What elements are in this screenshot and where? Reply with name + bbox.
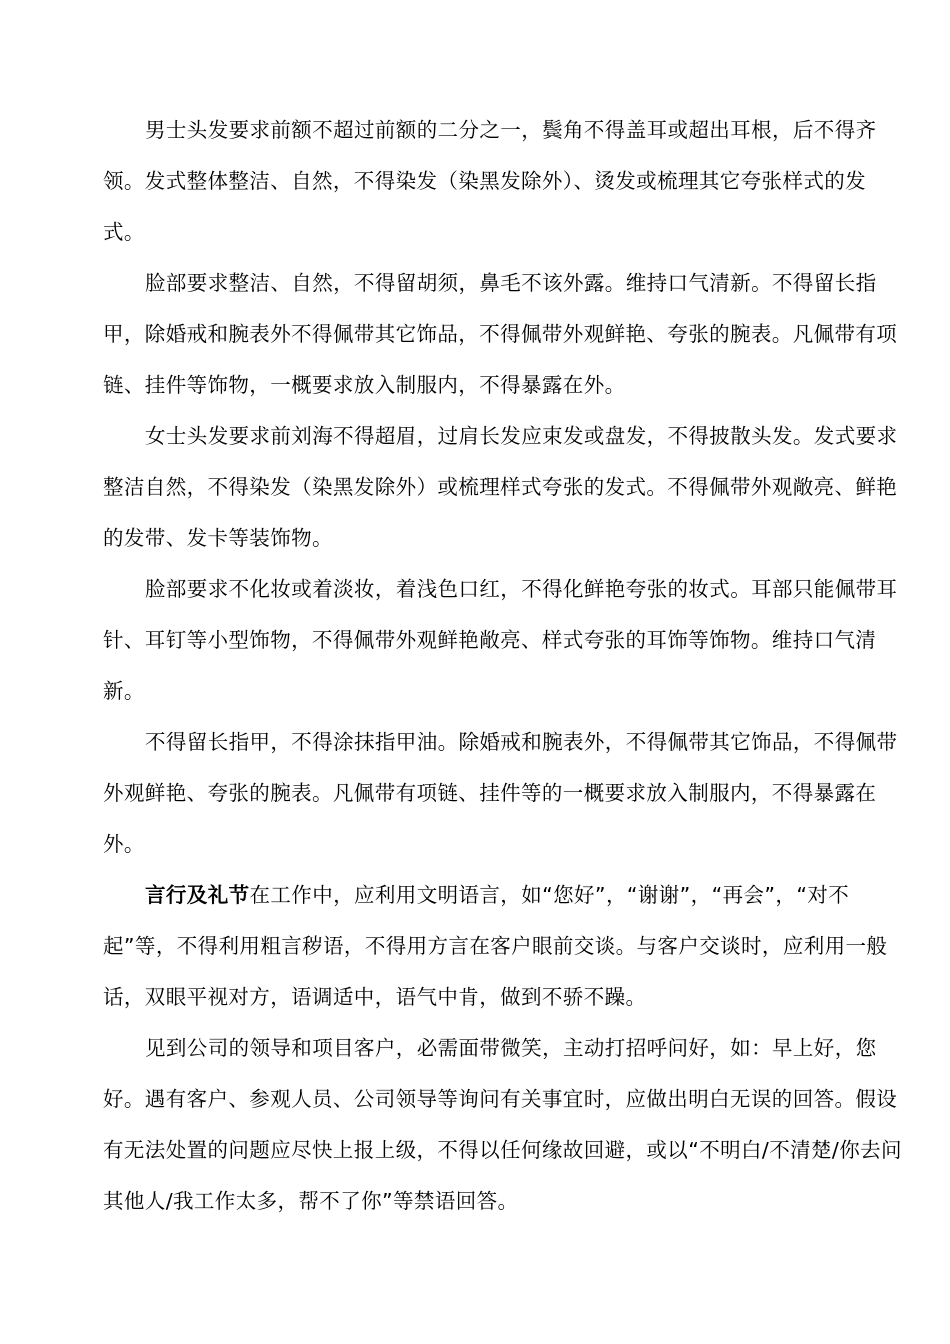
section-lead-heading: 言行及礼节 bbox=[145, 883, 250, 907]
paragraph-female-hair bbox=[103, 411, 903, 564]
paragraph-female-face bbox=[103, 564, 903, 717]
paragraph-nails bbox=[103, 717, 903, 870]
document-page bbox=[103, 105, 903, 1227]
paragraph-text: 在工作中，应利用文明语言，如“您好”，“谢谢”，“再会”，“对不起”等，不得利用粗言秽语，不得用方言在客户眼前交谈。与客户交谈时，应利用一般话，双眼平视对方，语调适中，语气中肯，做到不骄不躁。 bbox=[103, 883, 888, 1009]
paragraph-male-hair bbox=[103, 105, 903, 258]
paragraph-text: 男士头发要求前额不超过前额的二分之一，鬓角不得盖耳或超出耳根，后不得齐领。发式整体整洁、自然，不得染发（染黑发除外）、烫发或梳理其它夸张样式的发式。 bbox=[103, 118, 877, 244]
paragraph-text: 不得留长指甲，不得涂抹指甲油。除婚戒和腕表外，不得佩带其它饰品，不得佩带外观鲜艳、夸张的腕表。凡佩带有项链、挂件等的一概要求放入制服内，不得暴露在外。 bbox=[103, 730, 898, 856]
paragraph-conduct bbox=[103, 870, 903, 1023]
paragraph-male-face bbox=[103, 258, 903, 411]
paragraph-text: 脸部要求整洁、自然，不得留胡须，鼻毛不该外露。维持口气清新。不得留长指甲，除婚戒和腕表外不得佩带其它饰品，不得佩带外观鲜艳、夸张的腕表。凡佩带有项链、挂件等饰物，一概要求放入制服内，不得暴露在外。 bbox=[103, 271, 898, 397]
paragraph-text: 见到公司的领导和项目客户，必需面带微笑，主动打招呼问好，如：早上好，您好。遇有客户、参观人员、公司领导等询问有关事宜时，应做出明白无误的回答。假设有无法处置的问题应尽快上报上级，不得以任何缘故回避，或以“不明白/不清楚/你去问其他人/我工作太多，帮不了你”等禁语回答。 bbox=[103, 1036, 902, 1213]
paragraph-text: 脸部要求不化妆或着淡妆，着浅色口红，不得化鲜艳夸张的妆式。耳部只能佩带耳针、耳钉等小型饰物，不得佩带外观鲜艳敞亮、样式夸张的耳饰等饰物。维持口气清新。 bbox=[103, 577, 898, 703]
paragraph-greeting bbox=[103, 1023, 903, 1227]
paragraph-text: 女士头发要求前刘海不得超眉，过肩长发应束发或盘发，不得披散头发。发式要求整洁自然，不得染发（染黑发除外）或梳理样式夸张的发式。不得佩带外观敞亮、鲜艳的发带、发卡等装饰物。 bbox=[103, 424, 898, 550]
